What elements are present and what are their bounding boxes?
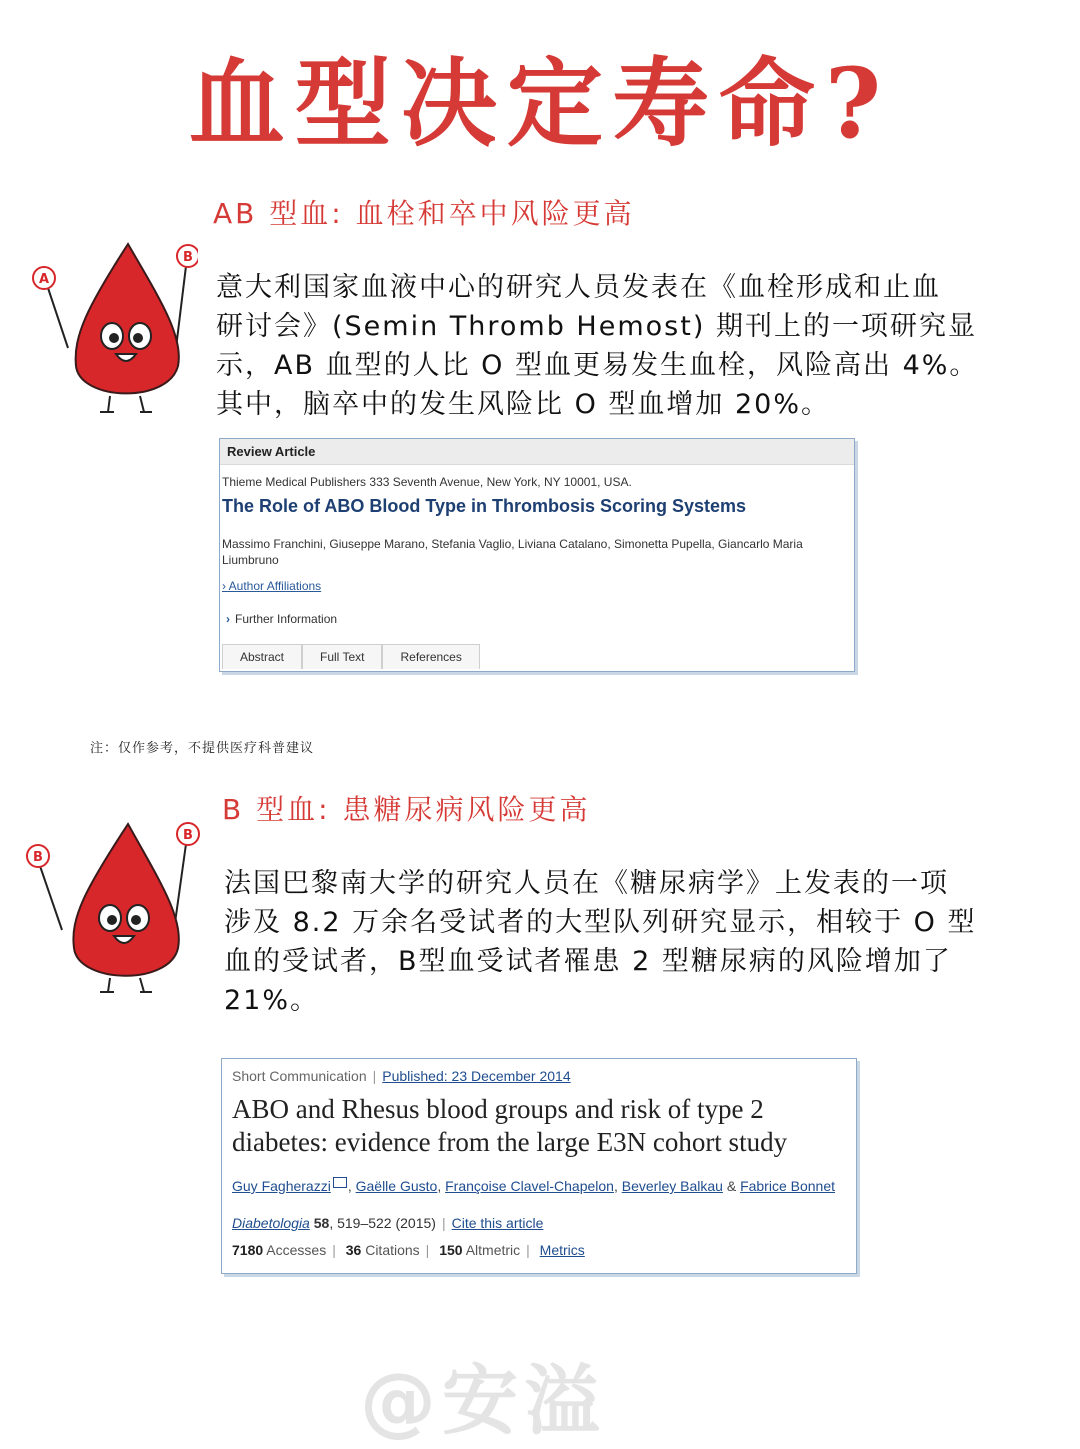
altmetric-label: Altmetric xyxy=(465,1242,521,1258)
metrics-link[interactable]: Metrics xyxy=(539,1242,585,1258)
badge-b-label: B xyxy=(183,250,193,265)
publisher-line: Thieme Medical Publishers 333 Seventh Avenue, New York, NY 10001, USA. xyxy=(222,475,632,489)
blood-drop-mascot-ab xyxy=(28,236,198,416)
section2-line-3: 血的受试者，B型血受试者罹患 2 型糖尿病的风险增加了 xyxy=(224,946,952,977)
further-information-toggle[interactable] xyxy=(226,612,337,626)
article-title-link[interactable]: The Role of ABO Blood Type in Thrombosis Scoring Systems xyxy=(222,496,747,516)
tab-references[interactable]: References xyxy=(382,644,479,669)
section1-line-2: 研讨会》(Semin Thromb Hemost) 期刊上的一项研究显 xyxy=(216,311,977,342)
mail-icon[interactable] xyxy=(333,1177,347,1188)
author-link[interactable]: Guy Fagherazzi xyxy=(232,1178,331,1194)
badge-b-left-label: B xyxy=(33,850,43,865)
author-link[interactable]: Françoise Clavel-Chapelon xyxy=(445,1178,614,1194)
badge-a-label: A xyxy=(38,272,50,287)
article-metrics: 7180 Accesses | 36 Citations | 150 Altmetric | Metrics xyxy=(232,1242,585,1258)
section1-line-3: 示，AB 血型的人比 O 型血更易发生血栓，风险高出 4%。 xyxy=(216,350,979,381)
section2-body xyxy=(224,864,977,1020)
review-article-card xyxy=(219,438,855,672)
section1-line-1: 意大利国家血液中心的研究人员发表在《血栓形成和止血 xyxy=(216,272,941,303)
short-communication-card xyxy=(221,1058,857,1274)
section2-line-4: 21%。 xyxy=(224,985,320,1016)
badge-b-right-label: B xyxy=(183,828,193,843)
author-link[interactable]: Beverley Balkau xyxy=(621,1178,723,1194)
tab-abstract[interactable]: Abstract xyxy=(222,644,302,669)
section2-line-2: 涉及 8.2 万余名受试者的大型队列研究显示，相较于 O 型 xyxy=(224,907,977,938)
further-information-label: Further Information xyxy=(235,612,338,626)
citations-label: Citations xyxy=(365,1242,420,1258)
blood-drop-mascot-b xyxy=(24,818,204,998)
tab-full-text[interactable]: Full Text xyxy=(302,644,382,669)
section1-heading: AB 型血: 血栓和卒中风险更高 xyxy=(213,197,635,230)
journal-volume: 58 xyxy=(313,1215,330,1231)
section2-line-1: 法国巴黎南大学的研究人员在《糖尿病学》上发表的一项 xyxy=(224,868,949,899)
article-title[interactable]: ABO and Rhesus blood groups and risk of type 2 diabetes: evidence from the large E3N cohort study xyxy=(232,1094,788,1157)
journal-link[interactable]: Diabetologia xyxy=(232,1215,310,1231)
watermark: @安溢 xyxy=(360,1356,606,1445)
author-affiliations-link[interactable]: › Author Affiliations xyxy=(222,579,322,593)
author-link[interactable]: Fabrice Bonnet xyxy=(740,1178,836,1194)
article-authors: Massimo Franchini, Giuseppe Marano, Stefania Vaglio, Liviana Catalano, Simonetta Pupella, Giancarlo Maria Liumbruno xyxy=(222,537,803,567)
section2-heading: B 型血: 患糖尿病风险更高 xyxy=(222,793,591,826)
journal-info: Diabetologia 58, 519–522 (2015) | Cite this article xyxy=(232,1215,544,1231)
article-meta: Short Communication | Published: 23 December 2014 xyxy=(232,1068,571,1084)
section1-line-4: 其中，脑卒中的发生风险比 O 型血增加 20%。 xyxy=(216,389,831,420)
review-article-label: Review Article xyxy=(220,439,854,465)
journal-pages: , 519–522 (2015) xyxy=(329,1215,436,1231)
article-tabs xyxy=(222,644,480,669)
chevron-right-icon: › xyxy=(226,612,230,626)
author-link[interactable]: Gaëlle Gusto xyxy=(355,1178,438,1194)
published-date-link[interactable]: Published: 23 December 2014 xyxy=(382,1068,571,1084)
cite-article-link[interactable]: Cite this article xyxy=(451,1215,544,1231)
section1-body xyxy=(216,268,978,424)
citations-count: 36 xyxy=(345,1242,362,1258)
article-type: Short Communication xyxy=(232,1068,367,1084)
altmetric-count: 150 xyxy=(439,1242,463,1258)
page-title: 血型决定寿命? xyxy=(188,47,892,160)
disclaimer-note: 注：仅作参考，不提供医疗科普建议 xyxy=(90,741,315,756)
accesses-label: Accesses xyxy=(266,1242,327,1258)
article-authors: Guy Fagherazzi , Gaëlle Gusto, Françoise Clavel-Chapelon, Beverley Balkau & Fabrice Bonnet xyxy=(232,1178,836,1194)
accesses-count: 7180 xyxy=(232,1242,264,1258)
